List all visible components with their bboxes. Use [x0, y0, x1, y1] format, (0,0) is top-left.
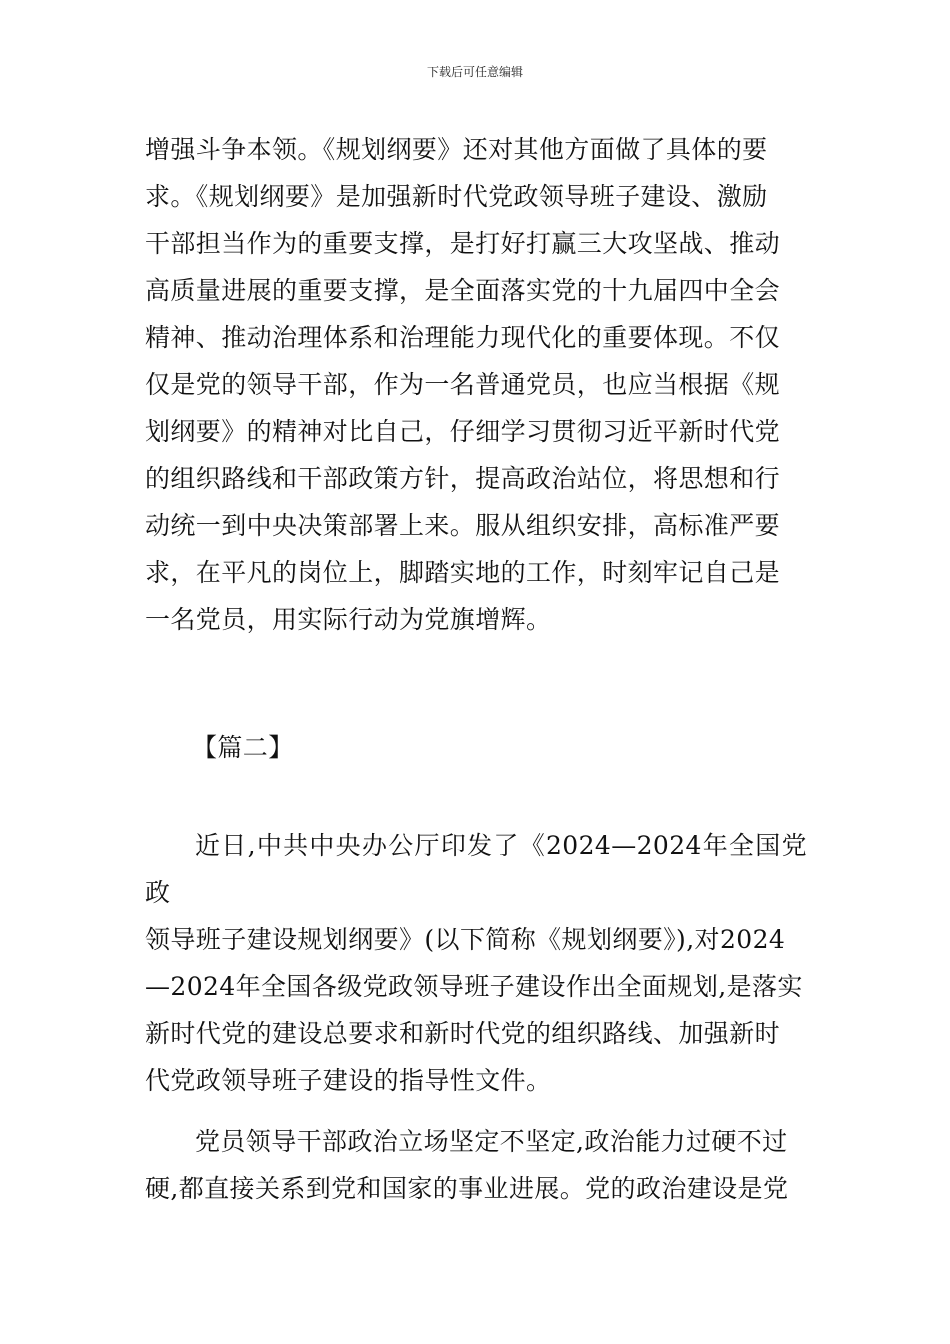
text-line: 领导班子建设规划纲要》(以下简称《规划纲要》),对2024	[145, 925, 786, 954]
paragraph-2	[145, 822, 807, 1104]
text-line: 新时代党的建设总要求和新时代党的组织路线、加强新时	[145, 1019, 781, 1048]
paragraph-1	[145, 126, 807, 643]
text-line: 求，在平凡的岗位上，脚踏实地的工作，时刻牢记自己是	[145, 558, 781, 587]
text-line: 一名党员，用实际行动为党旗增辉。	[145, 605, 552, 634]
page-header: 下载后可任意编辑	[426, 65, 523, 79]
text-line: 求。《规划纲要》是加强新时代党政领导班子建设、激励	[145, 182, 768, 211]
section-heading: 【篇二】	[192, 733, 294, 762]
text-line: 硬,都直接关系到党和国家的事业进展。党的政治建设是党	[145, 1174, 789, 1203]
text-line: 精神、推动治理体系和治理能力现代化的重要体现。不仅	[145, 323, 781, 352]
text-line: 动统一到中央决策部署上来。服从组织安排，高标准严要	[145, 511, 781, 540]
text-line: 增强斗争本领。《规划纲要》还对其他方面做了具体的要	[145, 135, 768, 164]
text-line: 的组织路线和干部政策方针，提高政治站位，将思想和行	[145, 464, 781, 493]
text-line: —2024年全国各级党政领导班子建设作出全面规划,是落实	[145, 972, 803, 1001]
text-line: 高质量进展的重要支撑，是全面落实党的十九届四中全会	[145, 276, 781, 305]
text-line: 仅是党的领导干部，作为一名普通党员，也应当根据《规	[145, 370, 781, 399]
text-line: 代党政领导班子建设的指导性文件。	[145, 1066, 552, 1095]
text-line: 近日,中共中央办公厅印发了《2024—2024年全国党政	[145, 831, 807, 907]
paragraph-3	[145, 1118, 807, 1212]
text-line: 划纲要》的精神对比自己，仔细学习贯彻习近平新时代党	[145, 417, 781, 446]
text-line: 党员领导干部政治立场坚定不坚定,政治能力过硬不过	[195, 1127, 788, 1156]
text-line: 干部担当作为的重要支撑，是打好打赢三大攻坚战、推动	[145, 229, 781, 258]
